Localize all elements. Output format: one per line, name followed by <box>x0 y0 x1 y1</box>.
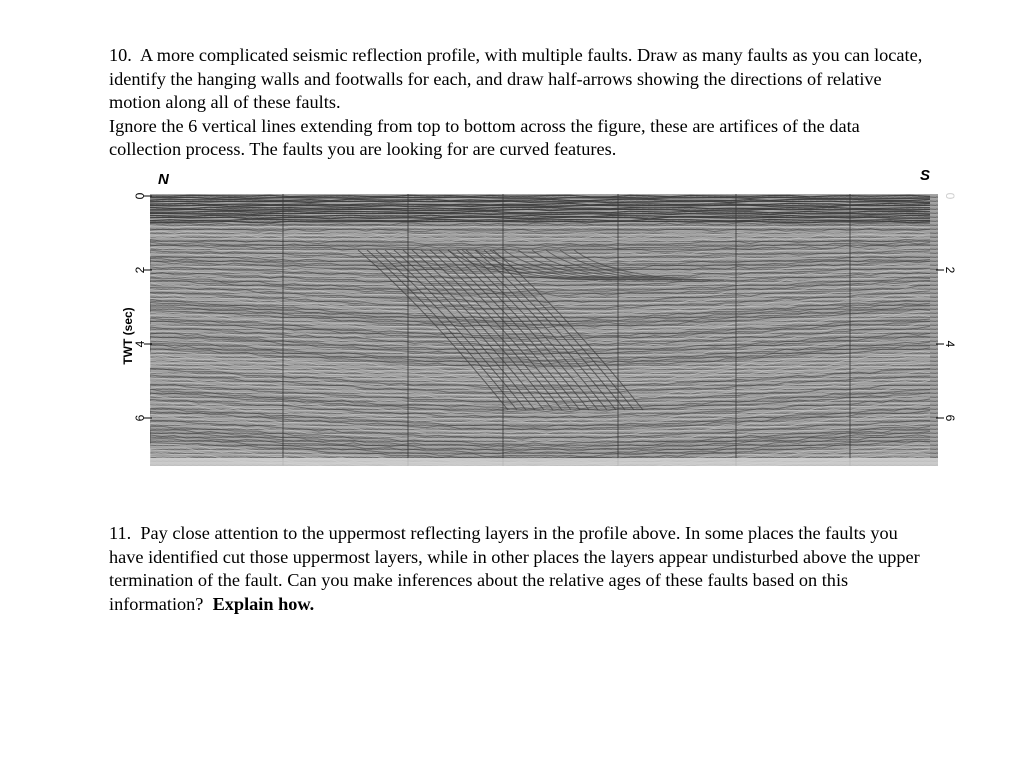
right-tick-4: 4 <box>943 340 957 348</box>
right-tick-0: 0 <box>943 192 957 200</box>
left-tick-2: 2 <box>133 266 147 274</box>
question-11-paragraph <box>109 522 929 616</box>
north-label: N <box>158 171 169 188</box>
south-label: S <box>920 167 931 184</box>
left-tick-4: 4 <box>133 340 147 348</box>
question-10-number: 10. <box>109 45 132 65</box>
right-tick-6: 6 <box>943 414 957 422</box>
question-10-text: A more complicated seismic reflection profile, with multiple faults. Draw as many faults as you can locate, identify the hanging walls and footwalls for each, and draw half-arrows showing the directions of relative motion along all of these faults. <box>109 45 923 113</box>
question-11-text: Pay close attention to the uppermost reflecting layers in the profile above. In some places the faults you have identified cut those uppermost layers, while in other places the layers appear undisturbed above the upper termination of the fault. Can you make inferences about the relative ages of these faults based on this information? <box>109 523 920 614</box>
question-10-paragraph <box>109 44 929 115</box>
question-11-bold-text: Explain how. <box>212 593 315 614</box>
left-tick-0: 0 <box>133 192 147 200</box>
question-11-number: 11. <box>109 523 132 543</box>
left-tick-6: 6 <box>133 414 147 422</box>
question-10-note: Ignore the 6 vertical lines extending from top to bottom across the figure, these are artifices of the data collection process. The faults you are looking for are curved features. <box>109 115 860 160</box>
axis-label: TWT (sec) <box>121 307 135 365</box>
right-tick-2: 2 <box>943 266 957 274</box>
seismic-profile-svg <box>108 160 968 480</box>
seismic-profile-figure <box>108 160 968 480</box>
question-10 <box>109 44 929 162</box>
question-11 <box>109 522 929 616</box>
